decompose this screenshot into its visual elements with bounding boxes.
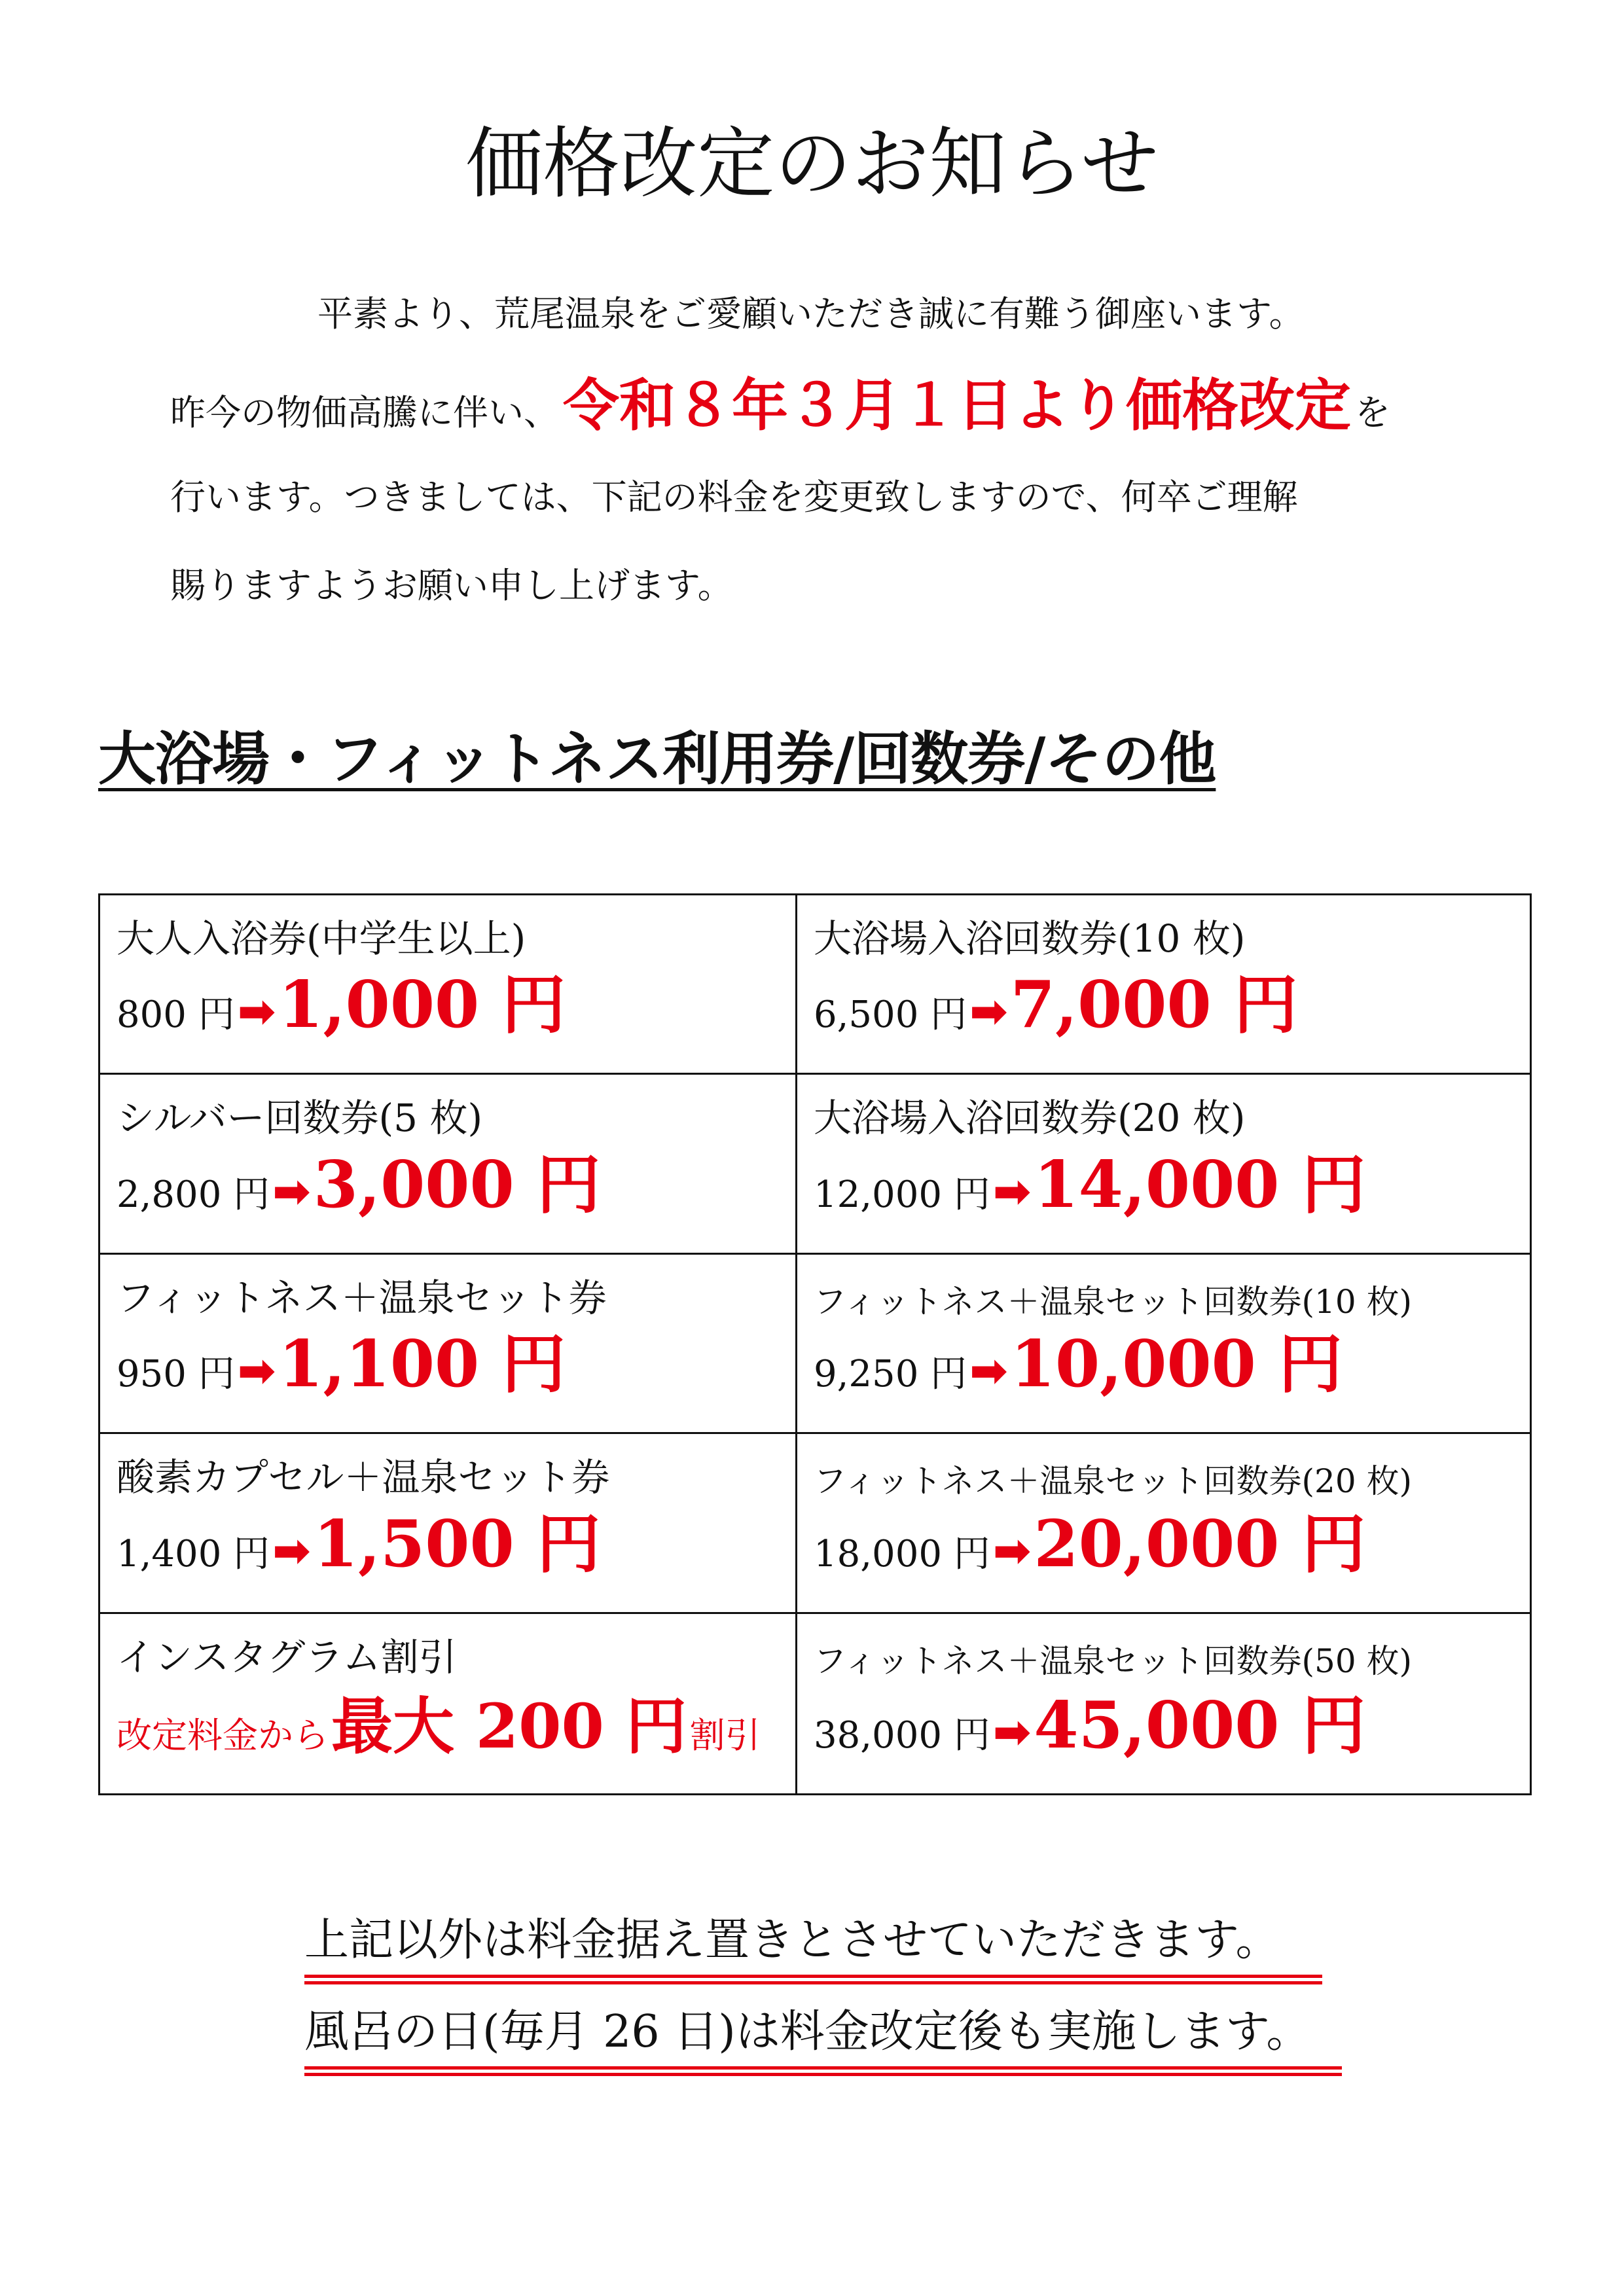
revision-date-highlight: 令和８年３月１日より価格改定 [563, 373, 1351, 439]
ticket-label: 大浴場入浴回数券(10 枚) [814, 916, 1246, 961]
intro-line-1: 平素より、荒尾温泉をご愛顧いただき誠に有難う御座います。 [317, 293, 1305, 334]
note-2-underline-top [304, 2066, 1342, 2070]
new-price: 3,000 円 [313, 1147, 601, 1223]
old-price: 38,000 円 [814, 1713, 990, 1757]
price-change [814, 1683, 1366, 1787]
price-change [814, 1322, 1343, 1426]
price-cell [797, 895, 1532, 1075]
note-unchanged-prices: 上記以外は料金据え置きとさせていただきます。 [304, 1914, 1280, 1966]
arrow-right-icon: ➡ [237, 1344, 276, 1398]
page-title: 価格改定のお知らせ [465, 118, 1159, 209]
new-price: 10,000 円 [1010, 1327, 1343, 1403]
new-price: 20,000 円 [1034, 1506, 1366, 1582]
new-price: 1,000 円 [278, 967, 566, 1043]
arrow-right-icon: ➡ [969, 1344, 1008, 1398]
arrow-right-icon: ➡ [272, 1164, 311, 1218]
price-cell [797, 1255, 1532, 1434]
intro-line-3: 行います。つきましては、下記の料金を変更致しますので、何卒ご理解 [170, 476, 1298, 518]
arrow-right-icon: ➡ [992, 1523, 1032, 1577]
price-cell [100, 1255, 797, 1434]
price-cell [100, 895, 797, 1075]
note-bath-day: 風呂の日(毎月 26 日)は料金改定後も実施します。 [304, 2006, 1311, 2058]
intro-line-2-suffix: を [1355, 392, 1390, 433]
price-change [814, 1502, 1366, 1605]
old-price: 2,800 円 [117, 1173, 270, 1216]
old-price: 800 円 [117, 994, 235, 1037]
price-change [814, 963, 1298, 1066]
ticket-label: インスタグラム割引 [117, 1634, 457, 1679]
arrow-right-icon: ➡ [969, 984, 1008, 1039]
ticket-label: 大人入浴券(中学生以上) [117, 916, 526, 961]
old-price: 1,400 円 [117, 1532, 270, 1575]
intro-line-2 [170, 373, 1390, 439]
price-cell [100, 1434, 797, 1613]
ticket-label: 酸素カプセル＋温泉セット券 [117, 1455, 610, 1500]
old-price: 18,000 円 [814, 1532, 990, 1575]
arrow-right-icon: ➡ [992, 1704, 1032, 1759]
note-1-underline-bottom [304, 1981, 1322, 1984]
arrow-right-icon: ➡ [992, 1164, 1032, 1218]
price-change [117, 1143, 601, 1246]
discount-prefix: 改定料金から [117, 1714, 329, 1756]
discount-amount: 最大 200 円 [331, 1690, 687, 1763]
note-2-underline-bottom [304, 2073, 1342, 2076]
price-cell [797, 1614, 1532, 1793]
ticket-label: フィットネス＋温泉セット券 [117, 1275, 607, 1320]
price-cell [797, 1075, 1532, 1254]
price-cell [100, 1614, 797, 1793]
old-price: 9,250 円 [814, 1353, 967, 1396]
price-change [814, 1143, 1366, 1246]
price-cell [797, 1434, 1532, 1613]
new-price: 45,000 円 [1034, 1687, 1366, 1763]
price-change [117, 963, 566, 1066]
ticket-label: フィットネス＋温泉セット回数券(10 枚) [814, 1282, 1413, 1321]
price-change [117, 1502, 601, 1605]
old-price: 950 円 [117, 1353, 235, 1396]
new-price: 7,000 円 [1010, 967, 1298, 1043]
intro-line-4: 賜りますようお願い申し上げます。 [170, 565, 733, 606]
price-table [98, 893, 1532, 1795]
arrow-right-icon: ➡ [272, 1523, 311, 1577]
section-heading: 大浴場・フィットネス利用券/回数券/その他 [98, 725, 1216, 793]
new-price: 1,500 円 [313, 1506, 601, 1582]
ticket-label: シルバー回数券(5 枚) [117, 1096, 483, 1141]
old-price: 12,000 円 [814, 1173, 990, 1216]
ticket-label: 大浴場入浴回数券(20 枚) [814, 1096, 1246, 1141]
instagram-discount [117, 1684, 761, 1787]
arrow-right-icon: ➡ [237, 984, 276, 1039]
ticket-label: フィットネス＋温泉セット回数券(50 枚) [814, 1641, 1413, 1680]
new-price: 1,100 円 [278, 1327, 566, 1403]
discount-suffix: 割引 [689, 1714, 761, 1756]
price-change [117, 1322, 566, 1426]
new-price: 14,000 円 [1034, 1147, 1366, 1223]
price-cell [100, 1075, 797, 1254]
note-1-underline-top [304, 1975, 1322, 1978]
intro-line-2-prefix: 昨今の物価高騰に伴い、 [170, 392, 559, 433]
ticket-label: フィットネス＋温泉セット回数券(20 枚) [814, 1462, 1413, 1501]
old-price: 6,500 円 [814, 994, 967, 1037]
